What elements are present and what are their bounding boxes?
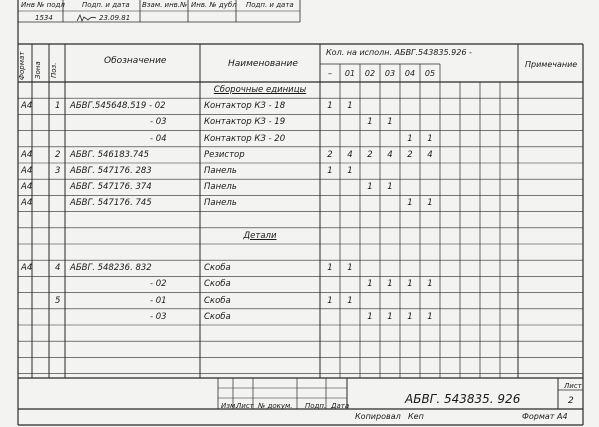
row-designation: АБВГ.545648.519 - 02	[70, 101, 166, 112]
row-name: Скоба	[204, 263, 231, 274]
tb-data: Дата	[331, 402, 350, 410]
row-qty-cell: 1	[367, 279, 373, 290]
row-format: А4	[21, 263, 33, 274]
row-name: Панель	[204, 166, 237, 176]
stamp-sign-date-value: 23.09.81	[99, 14, 131, 22]
stamp-vzam-label: Взам. инв.№	[142, 1, 188, 9]
tb-sheet-label: Лист	[564, 382, 582, 390]
row-qty-cell: 2	[327, 149, 333, 160]
row-qty-cell: 1	[407, 133, 413, 144]
row-designation: - 04	[150, 133, 167, 144]
header-note: Примечание	[525, 60, 578, 69]
row-pos: 1	[55, 101, 61, 112]
row-name: Резистор	[204, 149, 245, 160]
footer-format: Формат А4	[522, 412, 568, 421]
header-variant-01: 01	[344, 69, 356, 78]
row-qty-cell: 1	[367, 117, 373, 128]
row-name: Контактор КЗ - 19	[204, 117, 286, 128]
row-designation: АБВГ. 546183.745	[70, 149, 149, 160]
stamp-inv-orig-value: 1534	[35, 14, 53, 22]
row-qty-cell: 1	[327, 263, 333, 274]
tb-list: Лист	[236, 402, 254, 410]
row-designation: АБВГ. 547176. 283	[70, 166, 152, 176]
row-format: А4	[21, 149, 33, 160]
header-zone: Зона	[34, 61, 42, 79]
row-format: А4	[21, 182, 33, 193]
header-pos: Поз.	[50, 62, 58, 78]
row-qty-cell: 1	[347, 263, 353, 274]
row-qty-cell: 4	[387, 149, 393, 160]
row-name: Контактор КЗ - 20	[204, 133, 286, 144]
tb-izm: Изм.	[221, 402, 238, 410]
row-pos: 3	[55, 166, 61, 176]
row-qty-cell: 4	[427, 149, 433, 160]
header-variant-03: 03	[384, 69, 396, 78]
header-variant-05: 05	[424, 69, 436, 78]
row-format: А4	[21, 101, 33, 112]
row-qty-cell: 1	[407, 311, 413, 322]
row-qty-cell: 1	[347, 101, 353, 112]
row-qty-cell: 2	[407, 149, 413, 160]
row-designation: - 02	[150, 279, 167, 290]
row-name: Скоба	[204, 295, 231, 306]
stamp-inv-orig-label: Инв № подл	[21, 1, 65, 9]
section-heading: Сборочные единицы	[213, 85, 307, 95]
tb-doc-number: АБВГ. 543835. 926	[405, 392, 521, 406]
row-name: Скоба	[204, 311, 231, 322]
row-qty-cell: 1	[327, 295, 333, 306]
row-designation: АБВГ. 547176. 374	[70, 182, 152, 193]
header-designation: Обозначение	[104, 56, 167, 66]
row-qty-cell: 1	[347, 166, 353, 176]
row-designation: АБВГ. 547176. 745	[70, 198, 152, 209]
row-qty-cell: 1	[387, 117, 393, 128]
row-qty-cell: 4	[347, 149, 353, 160]
row-qty-cell: 2	[367, 149, 373, 160]
stamp-sign-date-label: Подп. и дата	[82, 1, 130, 9]
stamp-sign-date2-label: Подп. и дата	[246, 1, 294, 9]
row-qty-cell: 1	[367, 182, 373, 193]
row-format: А4	[21, 166, 33, 176]
row-qty-cell: 1	[427, 133, 433, 144]
tb-sheet-number: 2	[568, 396, 574, 406]
row-qty-cell: 1	[387, 311, 393, 322]
row-qty-cell: 1	[367, 311, 373, 322]
row-qty-cell: 1	[427, 279, 433, 290]
row-name: Панель	[204, 198, 237, 209]
row-designation: - 03	[150, 117, 167, 128]
row-qty-cell: 1	[407, 198, 413, 209]
header-format: Формат	[18, 51, 26, 80]
row-qty-cell: 1	[327, 166, 333, 176]
row-name: Контактор КЗ - 18	[204, 101, 286, 112]
row-qty-cell: 1	[387, 182, 393, 193]
row-designation: - 01	[150, 295, 167, 306]
row-qty-cell: 1	[347, 295, 353, 306]
row-qty-cell: 1	[407, 279, 413, 290]
header-variant-02: 02	[364, 69, 376, 78]
footer-copied-sign: Кеп	[408, 412, 424, 421]
footer-copied: Копировал	[355, 412, 401, 421]
row-name: Панель	[204, 182, 237, 193]
header-variant-04: 04	[404, 69, 416, 78]
row-format: А4	[21, 198, 33, 209]
row-pos: 2	[55, 149, 61, 160]
header-qty-title: Кол. на исполн. АБВГ.543835.926 -	[326, 48, 472, 57]
row-qty-cell: 1	[427, 311, 433, 322]
tb-podp: Подп.	[305, 402, 327, 410]
row-qty-cell: 1	[327, 101, 333, 112]
row-pos: 4	[55, 263, 61, 274]
row-qty-cell: 1	[387, 279, 393, 290]
stamp-inv-dubl-label: Инв. № дубл	[191, 1, 237, 9]
row-designation: АБВГ. 548236. 832	[70, 263, 152, 274]
stamp-signature	[76, 14, 98, 25]
row-pos: 5	[55, 295, 61, 306]
header-name: Наименование	[228, 59, 298, 69]
tb-ndokum: № докум.	[258, 402, 293, 410]
row-qty-cell: 1	[427, 198, 433, 209]
section-heading: Детали	[243, 230, 277, 241]
row-designation: - 03	[150, 311, 167, 322]
header-variant-base: –	[328, 69, 332, 78]
row-name: Скоба	[204, 279, 231, 290]
